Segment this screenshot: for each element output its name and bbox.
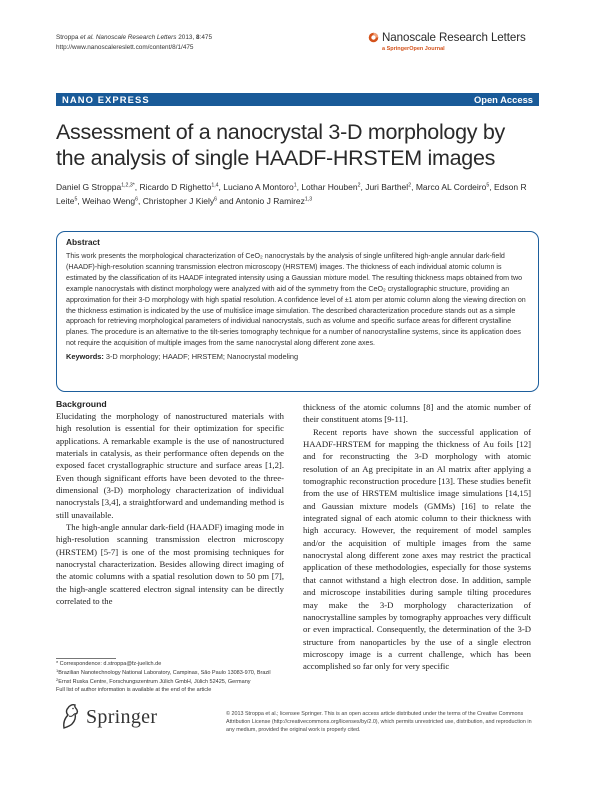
author-affiliation-mark: 6 [135,196,139,203]
paragraph: Recent reports have shown the successful application of HAADF-HRSTEM for mapping the thickness of Au foils [12] and for reconstructing the 3-D morphology with atomic resolution of an Ag precipitate in an Al matrix after applying a tomographic reconstruction procedure [13]. These studies benefit from the use of HRSTEM multislice image simulations [14,15] and Gaussian mixture models (GMMs) [16] to relate the integrated signal of each atomic column to their thickness with high accuracy. However, the requirement of model samples and/or the acquisition of multiple images from the same nanocrystal along different zone axes may restrict the practical application of these methodologies, especially for those systems that cannot withstand a high electron dose. In addition, sample and microscope instabilities during sample tilting procedures may make the 3-D morphology characterization of nanocrystalline samples by tomography approaches very difficult or even impractical. Consequently, the determination of the 3-D structure from nanoparticles by the use of a single electron microscopy image is a current challenge, which has been accomplished so far only for very specific [303,426,531,672]
author-name: Edson R Leite [56,182,527,206]
article-title: Assessment of a nanocrystal 3-D morphology by the analysis of single HAADF-HRSTEM images [56,120,505,170]
author-name: Daniel G Stroppa [56,182,122,192]
author [82,196,143,206]
author-affiliation-mark: 2 [357,182,361,189]
author-separator: , [134,182,140,192]
citation-line: Stroppa et al. Nanoscale Research Letters 2013, 8:475 [56,34,213,41]
paragraph: The high-angle annular dark-field (HAADF) imaging mode in high-resolution scanning transmission electron microscopy (HRSTEM) [5-7] is one of the most promising techniques for nanocrystal characterization. Besides allowing direct imaging of the atomic columns with a spatial resolution down to 50 pm [7], the high-angle scattered electron signal intensity can be directly correlated to the [56,522,284,607]
author-affiliation-mark: 2 [408,182,412,189]
article-type-banner [56,93,539,106]
author-name: Ricardo D Righetto [139,182,212,192]
open-access-label: Open Access [473,94,533,105]
author-affiliation-mark: 1,2,3* [121,182,135,189]
keywords-label: Keywords: [66,352,104,362]
author [235,196,312,206]
author-name: Marco AL Cordeiro [415,182,487,192]
author [223,182,301,192]
affiliation-2: $^2$Ernst Ruska Centre, Forschungszentrum Jülich GmbH, Jülich 52425, Germany [56,676,251,685]
journal-name: Nanoscale Research Letters [382,31,526,44]
author-affiliation-mark: 6 [214,196,218,203]
running-header [56,33,212,52]
author-affiliation-mark: 5 [74,196,78,203]
author-list [56,180,539,208]
abstract-heading: Abstract [66,237,100,247]
correspondence[interactable]: * Correspondence: d.stroppa@fz-juelich.de [56,661,162,667]
author-name: Antonio J Ramirez [235,196,305,206]
author-separator: , [138,196,143,206]
author-name: Lothar Houben [301,182,358,192]
body-column-right [303,401,531,673]
author-affiliation-mark: 1,4 [211,182,219,189]
author-name: Luciano A Montoro [223,182,294,192]
affiliation-1: $^1$Brazilian Nanotechnology National Laboratory, Campinas, São Paulo 13083-970, Brazil [56,667,271,676]
abstract-box [56,231,539,392]
paragraph: thickness of the atomic columns [8] and the atomic number of their constituent atoms [9-11]. [303,402,531,425]
author-separator: and [217,196,236,206]
section-label: NANO EXPRESS [62,94,150,105]
author-separator: , [218,182,224,192]
paragraph: Elucidating the morphology of nanostructured materials with high resolution is essential for their optimization for specific applications. A remarkable example is the use of nanostructured materials in catalysis, as their performance often depends on the exposed facet crystallographic structure and surface areas [1,2]. Even though significant efforts have been devoted to the three-dimensional (3-D) morphology characterization of individual nanocrystals [3,4], a straightforward and undemanding method is still unavailable. [56,411,284,520]
body-column-left [56,398,284,608]
author [365,182,416,192]
article-url[interactable]: http://www.nanoscalereslett.com/content/8/1/475 [56,43,194,51]
author-name: Juri Barthel [365,182,409,192]
footnotes [56,660,291,695]
author [301,182,365,192]
author-separator: , [77,196,83,206]
author-affiliation-mark: 1 [293,182,297,189]
nanoscale-logo-icon [368,32,379,43]
author-separator: , [296,182,302,192]
abstract-text: This work presents the morphological characterization of CeO₂ nanocrystals by the analysis of single unfiltered high-angle annular dark-field (HAADF)-high-resolution scanning transmission electron microscopy (HRSTEM) images. The thickness of each individual atomic column is estimated by the classification of its HAADF integrated intensity using a Gaussian mixture model. The resulting thickness maps obtained from two example nanocrystals with distinct morphology were analyzed with aid of the symmetry from the CeO₂ crystallographic structure, providing an approximation for their 3-D morphology with high spatial resolution. A confidence level of ±1 atom per atomic column along the viewing direction on the thickness estimation is indicated by the use of multislice image simulation. The described characterization procedure stands out as a simple approach for retrieving morphological parameters of individual nanocrystals, such as volume and specific surface areas for different crystalline planes. The procedure is an alternative to the tilt-series tomography technique for a number of nanocrystalline systems, since its application does not require the acquisition of multiple images from the same nanocrystal along different zone axes. [66,252,526,348]
author-name: Weihao Weng [82,196,136,206]
license-notice: © 2013 Stroppa et al.; licensee Springer. This is an open access article distributed under the terms of the Creative Commons Attribution License (http://creativecommons.org/licenses/by/2.0), which permits unrestricted use, distribution, and reproduction in any medium, provided the original work is properly cited. [226,711,532,733]
author [140,182,224,192]
author [56,182,140,192]
springer-logo [60,702,200,730]
author [143,196,236,206]
author-separator: , [489,182,494,192]
springer-wordmark: Springer [86,706,158,728]
author-affiliation-mark: 5 [486,182,490,189]
keywords-value: 3-D morphology; HAADF; HRSTEM; Nanocrystal modeling [105,352,299,362]
springer-horse-icon [60,702,82,730]
author-separator: , [411,182,416,192]
author-affiliation-mark: 1,3 [304,196,313,203]
publisher-line: a SpringerOpen Journal [382,46,445,52]
section-heading-background: Background [56,399,107,409]
keywords [66,352,529,361]
author [416,182,494,192]
footnote-rule [56,658,116,659]
author-info-note: Full list of author information is available at the end of the article [56,687,212,694]
author-separator: , [360,182,366,192]
author-name: Christopher J Kiely [142,196,215,206]
